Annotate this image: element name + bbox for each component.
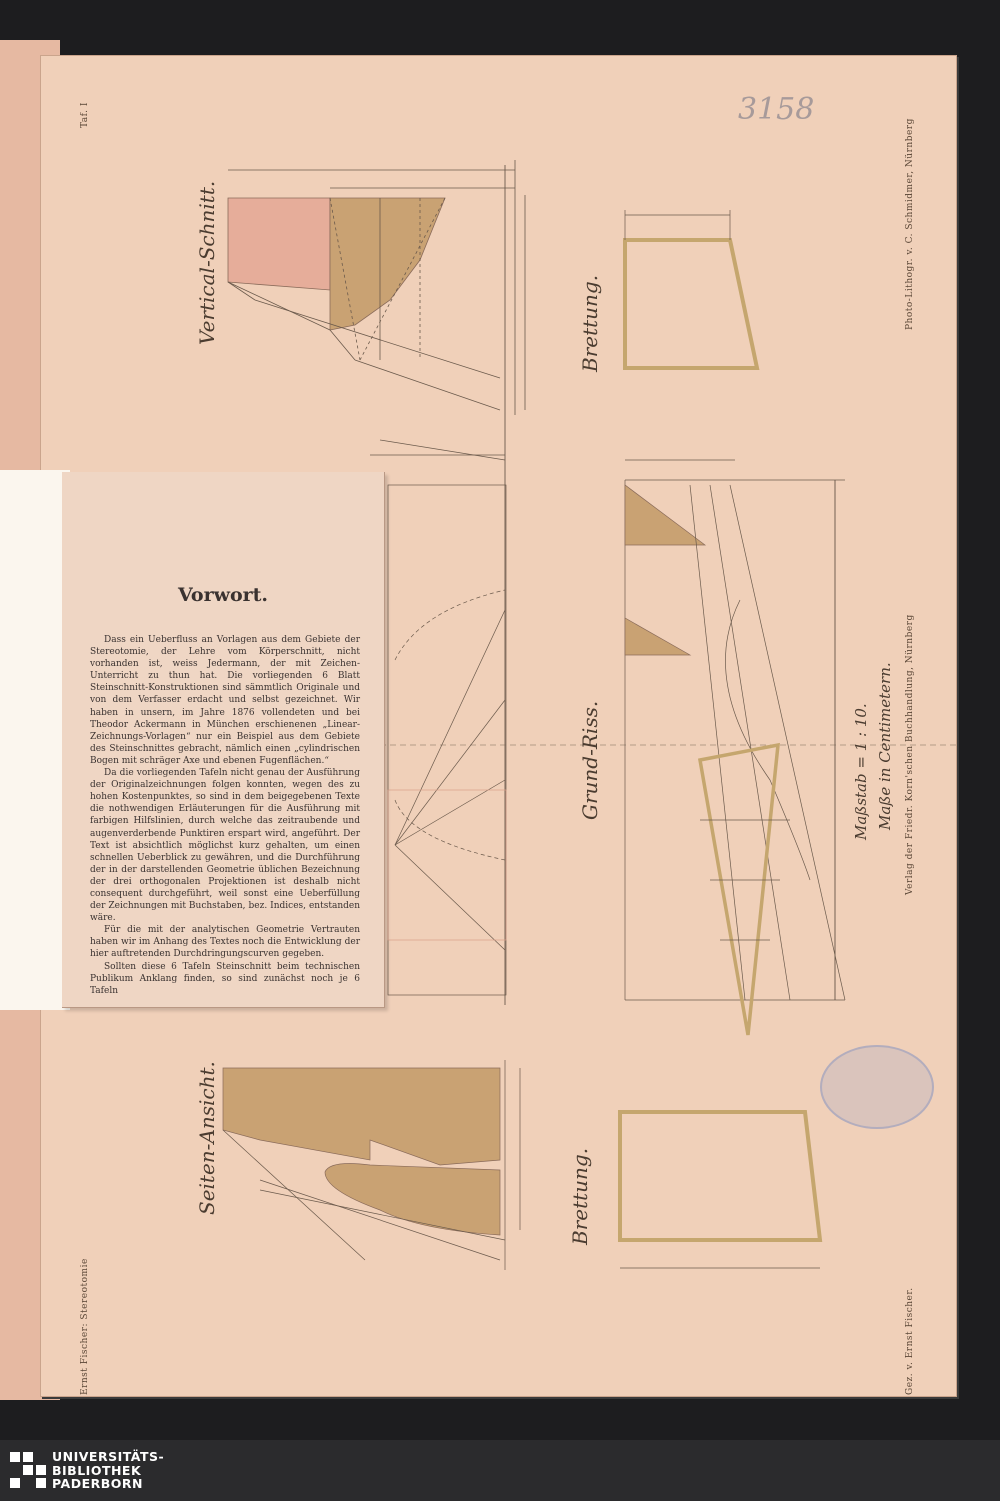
booklet-text [90,634,360,997]
vertical-section-salmon-face [228,198,330,290]
template-top-outline [625,240,757,368]
side-view-lens [325,1164,500,1235]
library-stamp [820,1045,934,1129]
vertical-section-ochre-face [330,198,445,330]
plan-drawing [625,460,845,1035]
vertical-section-label: Vertical-Schnitt. [195,180,219,345]
plan-triangle-lower [625,618,690,655]
library-logo-text [52,1450,164,1491]
side-view-ochre-upper [223,1068,500,1165]
scale-label: Maßstab = 1 : 10. [852,703,870,840]
booklet-inner-page [0,470,70,1010]
units-label: Maße in Centimetern. [876,662,894,830]
publisher: Verlag der Friedr. Korn'schen Buchhandlung, Nürnberg [905,614,915,895]
template-bottom-label: Brettung. [568,1147,592,1245]
preface-booklet [62,472,385,1008]
library-logo-icon [10,1452,46,1492]
middle-elevation-drawing [370,440,506,995]
logo-line-3: PADERBORN [52,1476,143,1491]
side-view-drawing [223,1060,520,1270]
plan-label: Grund-Riss. [578,700,602,820]
logo-line-1: UNIVERSITÄTS- [52,1449,165,1464]
plan-template-outline [700,745,778,1035]
side-view-label: Seiten-Ansicht. [195,1061,219,1215]
template-top-drawing [625,210,757,368]
lithographer: Photo-Lithogr. v. C. Schmidmer, Nürnberg [905,118,915,330]
booklet-paragraph: Sollten diese 6 Tafeln Steinschnitt beim technischen Publikum Anklang finden, so sind zunächst noch je 6 Tafeln [90,961,360,996]
catalog-number: 3158 [738,92,815,127]
template-bottom-outline [620,1112,820,1240]
logo-line-2: BIBLIOTHEK [52,1462,142,1478]
booklet-title: Vorwort. [177,584,269,606]
template-top-label: Brettung. [578,274,602,372]
vertical-section-drawing [228,160,525,415]
author-series: Ernst Fischer: Stereotomie [80,1258,90,1395]
drawn-by: Gez. v. Ernst Fischer. [905,1287,915,1395]
booklet-paragraph: Für die mit der analytischen Geometrie Vertrauten haben wir im Anhang des Textes noch die Entwicklung der hier auftretenden Durchdringungscurven gegeben. [90,925,360,960]
booklet-paragraph: Dass ein Ueberfluss an Vorlagen aus dem Gebiete der Stereotomie, der Lehre vom Körperschnitt, nicht vorhanden ist, weiss Jedermann, der mit Zeichen-Unterricht zu thun hat. Die vorliegenden 6 Blatt Steinschnitt-Konstruktionen sind sämmtlich Originale und von dem Verfasser erdacht und selbst gezeichnet. Wir haben in unsern, im Jahre 1876 vollendeten und bei Theodor Ackermann in München erschienenen „Linear-Zeichnungs-Vorlagen“ nur ein Beispiel aus dem Gebiete des Steinschnittes gebracht, nämlich einen „cylindrischen Bogen mit schräger Axe und ebenen Fugenflächen.“ [90,635,360,766]
template-bottom-drawing [620,1112,820,1268]
booklet-paragraph: Da die vorliegenden Tafeln nicht genau der Ausführung der Originalzeichnungen folgen konnten, wegen des zu hohen Kostenpunktes, so sind in dem beigegebenen Texte die nothwendigen Erläuterungen für die Ausführung mit farbigen Hilfslinien, durch welche das zeitraubende und augenverderbende Punktiren erspart wird, angeführt. Der Text ist absichtlich möglichst kurz gehalten, um einen schnellen Ueberblick zu gewähren, und die Durchführung der in der darstellenden Geometrie üblichen Bezeichnung der drei orthogonalen Projektionen ist deshalb nicht consequent durchgeführt, weil sonst eine Ueberfüllung der Zeichnungen mit Buchstaben, bez. Indices, entstanden wäre. [90,768,360,924]
sheet-label: Taf. I [80,102,90,128]
